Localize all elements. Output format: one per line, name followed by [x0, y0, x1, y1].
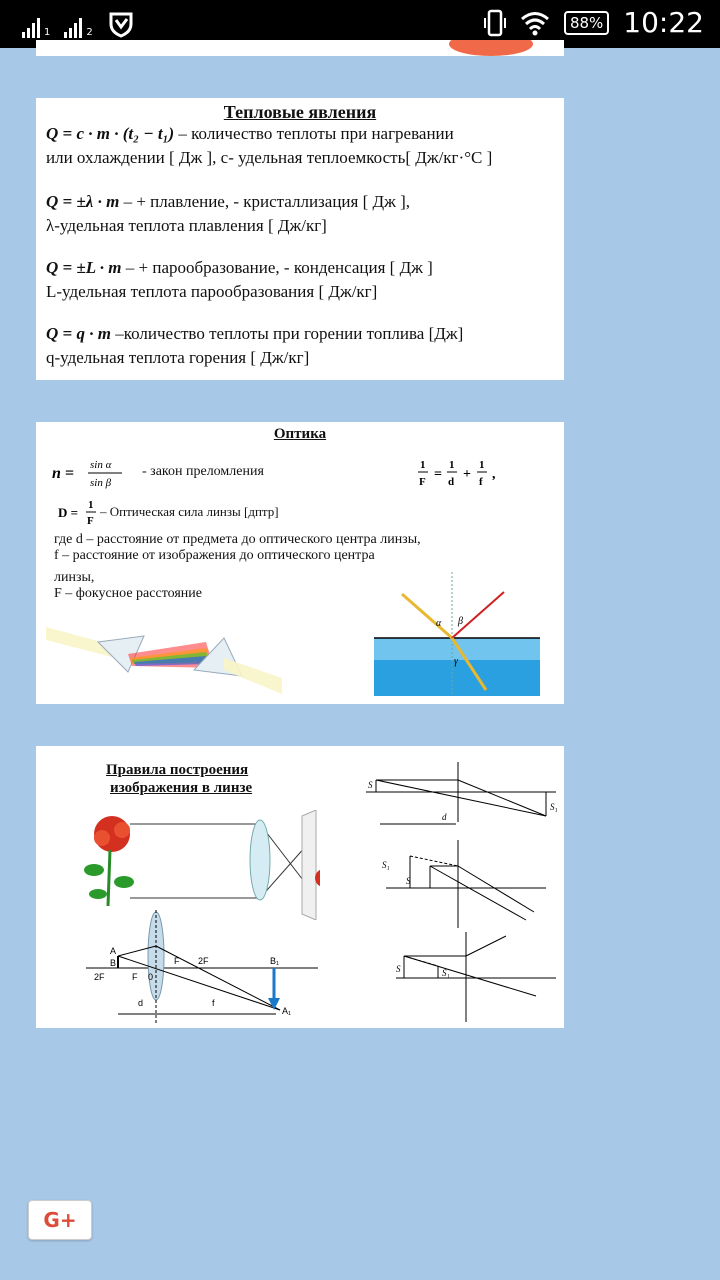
vibrate-icon	[484, 8, 506, 38]
svg-text:f: f	[479, 476, 483, 488]
heat-text: λ-удельная теплота плавления [ Дж/кг]	[46, 216, 327, 235]
formula-heating: Q = c · m · (t₂ − t₁)	[46, 124, 175, 143]
svg-text:S: S	[368, 780, 373, 790]
battery-indicator: 88%	[564, 11, 609, 35]
svg-text:+: +	[463, 467, 471, 482]
heat-text: –количество теплоты при горении топлива [Дж]	[110, 324, 464, 343]
svg-text:1: 1	[479, 459, 485, 471]
flower-image-partial	[36, 40, 564, 56]
optics-text: - закон преломления	[142, 464, 264, 479]
lens-title: Правила построения	[106, 762, 249, 778]
refraction-formula	[50, 456, 140, 490]
svg-text:d: d	[448, 476, 455, 488]
svg-text:1: 1	[449, 459, 455, 471]
heat-title: Тепловые явления	[223, 102, 377, 122]
svg-text:sin α: sin α	[90, 459, 112, 471]
svg-text:F: F	[174, 956, 180, 966]
svg-text:γ: γ	[454, 656, 458, 667]
svg-text:β: β	[458, 616, 463, 627]
svg-text:B: B	[110, 958, 117, 968]
svg-text:1: 1	[88, 499, 94, 511]
optics-text: линзы,	[54, 570, 95, 585]
svg-text:f: f	[212, 998, 215, 1008]
svg-text:d: d	[442, 812, 447, 822]
svg-text:S: S	[396, 964, 401, 974]
svg-text:2F: 2F	[94, 972, 105, 982]
ray-construction-diagrams	[366, 760, 562, 1024]
shield-icon	[107, 10, 135, 38]
optics-text: где d – расстояние от предмета до оптического центра линзы,	[54, 532, 421, 547]
heat-text: – + плавление, - кристаллизация [ Дж ],	[119, 192, 410, 211]
google-plus-button[interactable]: G+	[28, 1200, 92, 1240]
optics-title: Оптика	[273, 426, 327, 442]
svg-text:A: A	[110, 946, 117, 956]
svg-text:A₁: A₁	[282, 1006, 292, 1016]
wifi-icon	[520, 10, 550, 36]
flower-lens-diagram	[80, 810, 320, 920]
svg-text:S: S	[406, 876, 411, 886]
heat-text: – количество теплоты при нагревании	[174, 124, 454, 143]
thin-lens-formula	[416, 456, 526, 490]
image-card-heat[interactable]	[36, 98, 564, 380]
svg-text:n =: n =	[52, 465, 75, 482]
svg-text:0: 0	[148, 972, 154, 982]
image-card-partial[interactable]	[36, 40, 564, 56]
formula-combustion: Q = q · m	[46, 324, 111, 343]
svg-text:α: α	[436, 618, 442, 629]
heat-text: или охлаждении [ Дж ], с- удельная теплоемкость[ Дж/кг·°С ]	[46, 148, 493, 167]
signal-icon: 2	[64, 14, 92, 38]
optics-text: f – расстояние от изображения до оптического центра	[54, 548, 375, 563]
formula-vaporization: Q = ±L · m	[46, 258, 122, 277]
svg-text:=: =	[434, 467, 442, 482]
image-card-optics[interactable]	[36, 422, 564, 704]
svg-text:B₁: B₁	[270, 956, 280, 966]
svg-text:D =: D =	[58, 505, 79, 520]
signal-icon: 1	[22, 14, 50, 38]
svg-text:1: 1	[420, 459, 426, 471]
svg-text:2F: 2F	[198, 956, 209, 966]
heat-text: L-удельная теплота парообразования [ Дж/кг]	[46, 282, 378, 301]
optical-power-formula	[58, 498, 98, 528]
svg-text:F: F	[87, 515, 94, 527]
svg-text:sin β: sin β	[90, 477, 112, 489]
prism-dispersion-diagram	[46, 622, 286, 698]
svg-text:F: F	[132, 972, 138, 982]
clock: 10:22	[623, 6, 704, 39]
formula-melting: Q = ±λ · m	[46, 192, 120, 211]
svg-text:,: ,	[492, 467, 496, 482]
svg-text:S₁: S₁	[550, 802, 558, 812]
svg-text:d: d	[138, 998, 144, 1008]
heat-text: – + парообразование, - конденсация [ Дж ]	[121, 258, 433, 277]
heat-text: q-удельная теплота горения [ Дж/кг]	[46, 348, 310, 367]
lens-title: изображения в линзе	[110, 780, 253, 796]
svg-text:S₁: S₁	[442, 968, 450, 978]
optics-text: – Оптическая сила линзы [дптр]	[100, 504, 279, 519]
svg-text:F: F	[419, 476, 426, 488]
converging-lens-diagram	[86, 906, 326, 1028]
image-card-lens[interactable]	[36, 746, 564, 1028]
svg-text:S₁: S₁	[382, 860, 390, 870]
refraction-diagram	[374, 572, 540, 696]
optics-text: F – фокусное расстояние	[54, 586, 202, 601]
